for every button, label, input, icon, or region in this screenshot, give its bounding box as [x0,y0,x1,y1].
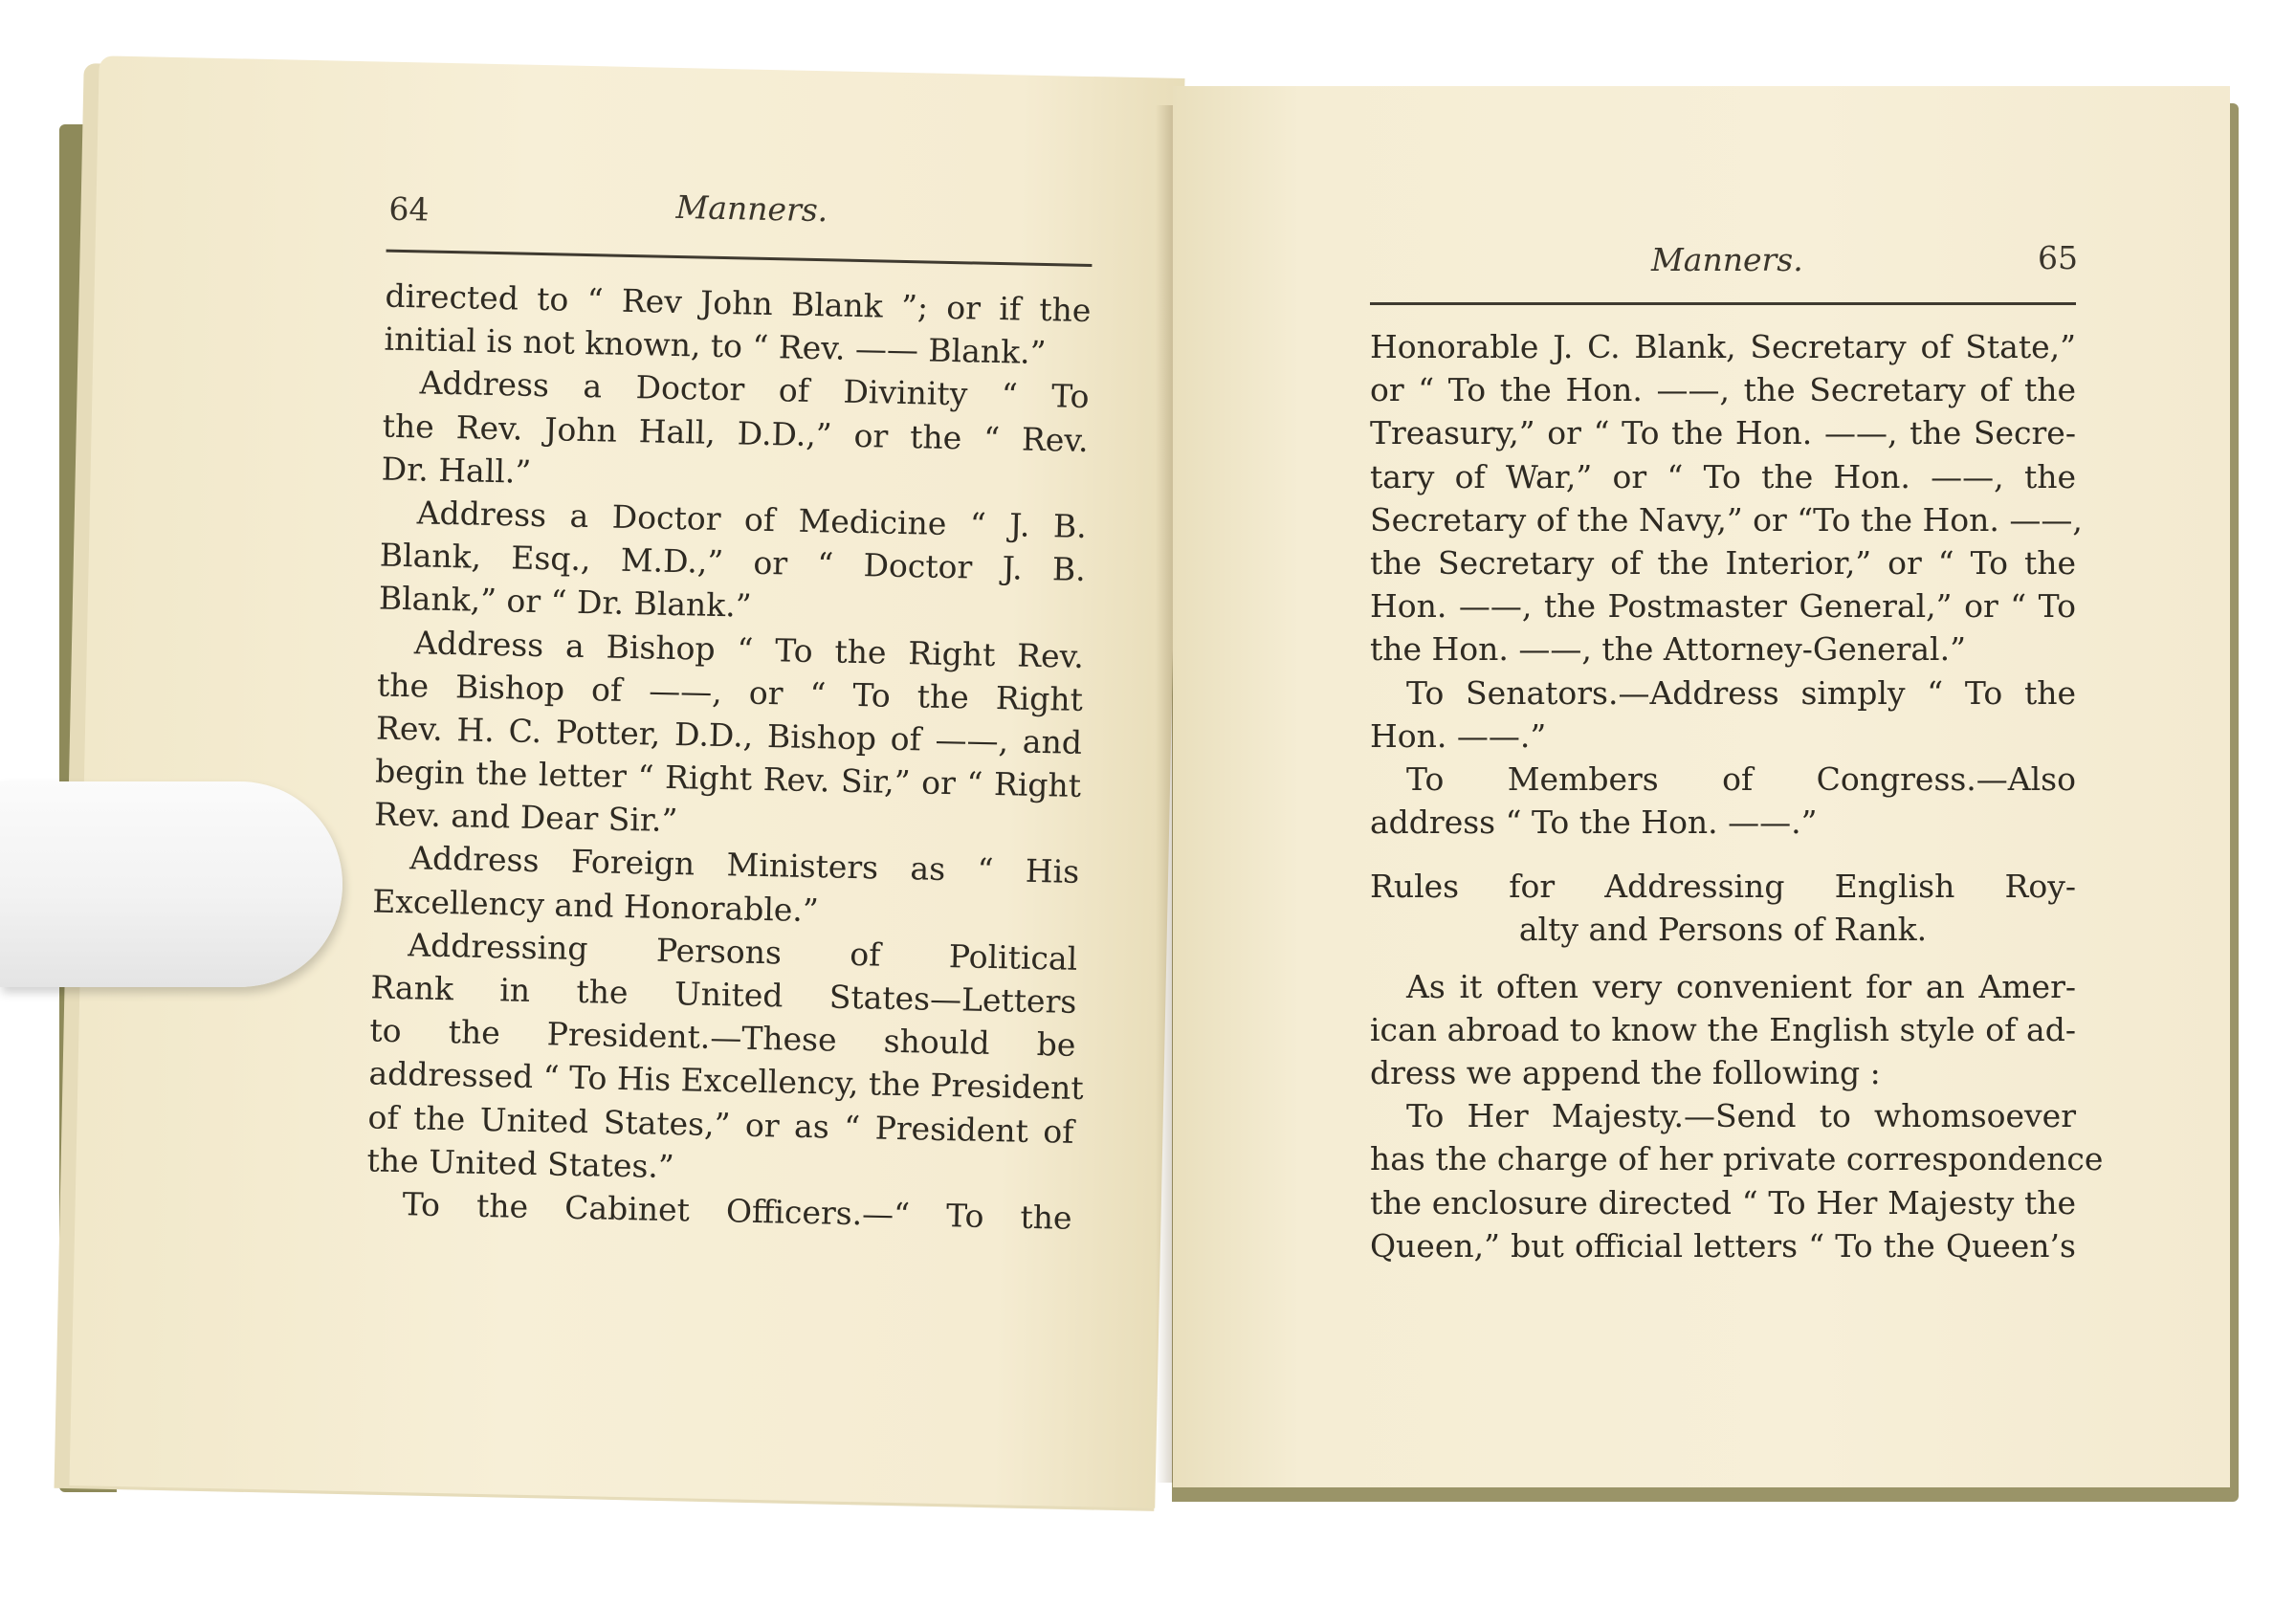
left-running-title: Manners. [675,187,828,230]
left-page-text [365,275,1092,1240]
right-header-rule [1370,302,2076,305]
text-line: Honorable J. C. Blank, Secretary of State,” [1370,328,2076,365]
text-line: Address a Doctor of Divinity “ To [419,363,1090,416]
text-line: Address Foreign Ministers as “ His [408,839,1080,891]
text-line: Rev. H. C. Potter, D.D., Bishop of ——, and [375,709,1083,761]
text-line: the Bishop of ——, or “ To the Right [376,666,1084,718]
text-line: To Members of Congress.—Also [1406,759,2076,798]
text-line: the enclosure directed “ To Her Majesty the [1370,1183,2076,1221]
text-line: the United States.” [366,1141,675,1185]
text-line: of the United States,” or as “ President of [367,1097,1074,1151]
right-page [1173,86,2230,1487]
text-line: directed to “ Rev John Blank ”; or if the [385,276,1092,330]
right-page-text [1370,325,2104,1267]
section-spacer [1370,952,2076,965]
text-line: Blank, Esq., M.D.,” or “ Doctor J. B. [379,536,1087,589]
text-line: To Senators.—Address simply “ To the [1406,673,2076,712]
left-header-rule [386,250,1093,267]
text-line: the Hon. ——, the Attorney-General.” [1370,630,1966,669]
text-line: Secretary of the Navy,” or “To the Hon. ——, [1370,500,2083,539]
text-line: Queen,” but official letters “ To the Queen’s [1370,1226,2076,1265]
text-line: Address a Bishop “ To the Right Rev. [413,623,1085,675]
text-line: Treasury,” or “ To the Hon. ——, the Secre- [1370,414,2076,452]
text-line: the Rev. John Hall, D.D.,” or the “ Rev. [382,407,1089,459]
section-spacer [1370,844,2076,865]
text-line: the Secretary of the Interior,” or “ To the [1370,543,2076,582]
text-line: Addressing Persons of Political [407,926,1078,978]
text-line: to the President.—These should be [369,1011,1076,1065]
section-heading: alty and Persons of Rank. [1518,911,1928,949]
right-running-title: Manners. [1651,241,1803,278]
text-line: or “ To the Hon. ——, the Secretary of the [1370,371,2076,409]
text-line: ican abroad to know the English style of ad- [1370,1010,2076,1048]
text-line: Rev. and Dear Sir.” [373,795,678,840]
bookmark-tab [0,781,342,987]
text-line: To the Cabinet Officers.—“ To the [402,1185,1072,1237]
text-line: address “ To the Hon. ——.” [1370,803,1818,842]
text-line: Hon. ——.” [1370,716,1547,755]
text-line: initial is not known, to “ Rev. —— Blank.” [384,319,1047,372]
text-line: dress we append the following : [1370,1054,1881,1091]
text-line: As it often very convenient for an Amer- [1406,967,2076,1005]
text-line: Rank in the United States—Letters [370,968,1077,1021]
text-line: has the charge of her private correspondence [1370,1140,2104,1178]
text-line: Excellency and Honorable.” [371,882,820,929]
right-page-number: 65 [2038,239,2078,276]
section-heading: Rules for Addressing English Roy- [1370,868,2076,906]
text-line: Dr. Hall.” [381,450,532,491]
text-line: addressed “ To His Excellency, the President [368,1054,1085,1108]
text-line: Address a Doctor of Medicine “ J. B. [416,494,1088,545]
left-page-number: 64 [388,189,430,229]
text-line: tary of War,” or “ To the Hon. ——, the [1370,457,2076,495]
text-line: Blank,” or “ Dr. Blank.” [378,579,753,625]
text-line: To Her Majesty.—Send to whomsoever [1406,1097,2076,1135]
text-line: begin the letter “ Right Rev. Sir,” or “ Right [374,752,1082,804]
text-line: Hon. ——, the Postmaster General,” or “ To [1370,587,2076,626]
